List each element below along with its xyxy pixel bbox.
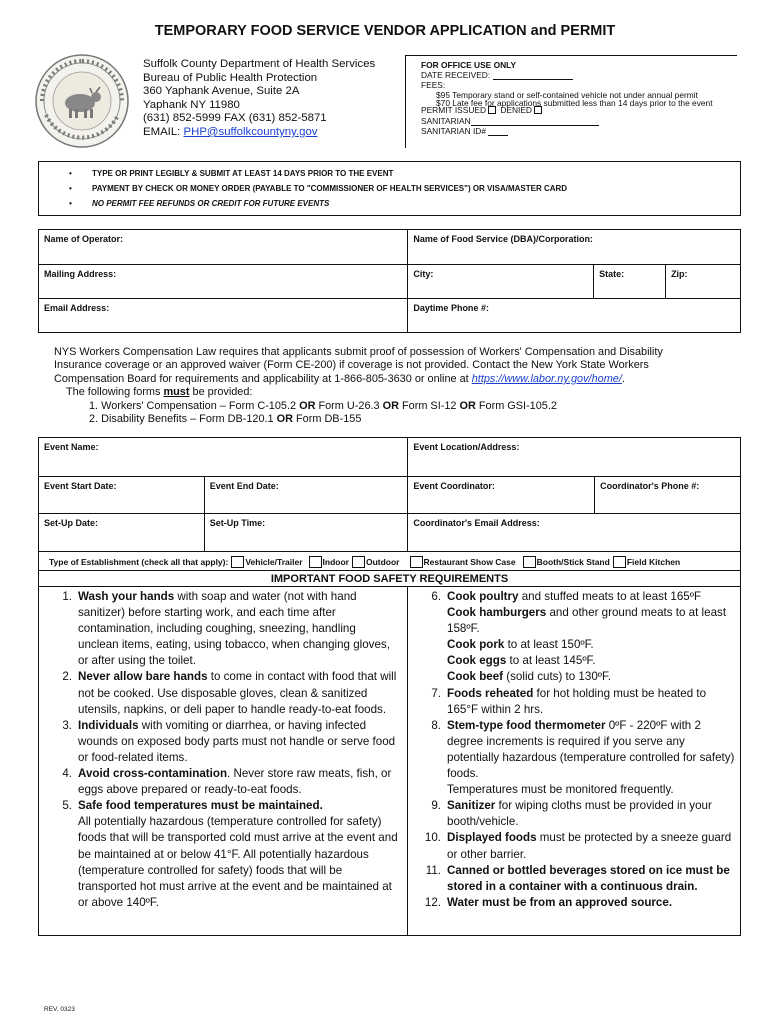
bullet-icon: • <box>69 169 72 178</box>
county-seal-icon <box>34 53 130 149</box>
coordinator-email-field[interactable]: Coordinator's Email Address: <box>408 514 741 552</box>
office-use-box <box>405 55 737 148</box>
establishment-type-row: Type of Establishment (check all that apply): Vehicle/Trailer Indoor Outdoor Restaurant Show Case Booth/Stick Stand Field Kitchen <box>38 551 741 571</box>
establishment-type-label: Type of Establishment (check all that apply): <box>49 557 229 567</box>
setup-time-field[interactable]: Set-Up Time: <box>204 514 408 552</box>
field-kitchen-checkbox[interactable] <box>613 556 626 568</box>
event-name-field[interactable]: Event Name: <box>39 438 408 477</box>
sanitarian-row <box>421 116 737 126</box>
city-state-zip: Yaphank NY 11980 <box>143 98 240 111</box>
outdoor-checkbox[interactable] <box>352 556 365 568</box>
food-safety-heading: IMPORTANT FOOD SAFETY REQUIREMENTS <box>39 571 740 587</box>
restaurant-show-case-checkbox[interactable] <box>410 556 423 568</box>
bullet-icon: • <box>69 199 72 208</box>
workers-comp-forms: 1. Workers' Compensation – Form C-105.2 OR Form U-26.3 OR Form SI-12 OR Form GSI-105.2 <box>89 399 557 412</box>
safety-item: 5. Safe food temperatures must be maintained. All potentially hazardous (temperature controlled for safety) foods that will be transported cold must arrive at the event and be maintained at or below 41°F. All potentially hazardous (temperature controlled for safety) foods that will be transported hot must arrive at the event and be maintained at or above 140ºF. <box>62 799 398 909</box>
permit-issued-checkbox[interactable] <box>488 106 496 114</box>
indoor-checkbox[interactable] <box>309 556 322 568</box>
sanitarian-id-row <box>421 126 737 136</box>
form-title: TEMPORARY FOOD SERVICE VENDOR APPLICATION and PERMIT <box>154 23 616 39</box>
event-location-field[interactable]: Event Location/Address: <box>408 438 741 477</box>
safety-item: 2. Never allow bare hands to come in contact with food that will not be cooked. Use disposable gloves, clean & sanitized utensils, napkins, or deli paper to handle ready-to-eat foods. <box>62 670 397 716</box>
event-end-date-field[interactable]: Event End Date: <box>204 477 408 514</box>
safety-right-column <box>417 589 737 911</box>
setup-date-field[interactable]: Set-Up Date: <box>39 514 205 552</box>
safety-item: 1. Wash your hands with soap and water (not with hand sanitizer) before starting work, and each time after contamination, including coughing, sneezing, handling unclean items, eating, using tobacco, when changing gloves, or after using the toilet. <box>62 590 390 668</box>
workers-comp-notice: NYS Workers Compensation Law requires that applicants submit proof of possession of Workers' Compensation and Disability Insurance coverage or an approved waiver (Form CE-200) if coverage is not provided. Contact the New York State Workers Compensation Board for requirements and applicability at 1-866-805-3630 or online at https://www.labor.ny.gov/home/. The following forms must be provided: 1. Workers' Compensation – Form C-105.2 OR Form U-26.3 OR Form SI-12 OR Form GSI-105.2 2. Disability Benefits – Form DB-120.1 OR Form DB-155 <box>54 346 714 426</box>
denied-label: DENIED <box>500 105 532 116</box>
labor-url-link[interactable]: https://www.labor.ny.gov/home/ <box>471 372 622 385</box>
coordinator-phone-field[interactable]: Coordinator's Phone #: <box>595 477 741 514</box>
safety-item: 11. Canned or bottled beverages stored on ice must be stored in a container with a continuous drain. <box>425 863 730 893</box>
email-line <box>143 126 375 140</box>
sanitarian-id-label: SANITARIAN ID# <box>421 125 486 136</box>
dba-field[interactable]: Name of Food Service (DBA)/Corporation: <box>408 230 741 265</box>
safety-item: 4. Avoid cross-contamination. Never store raw meats, fish, or eggs above prepared or ready-to-eat foods. <box>62 767 392 797</box>
phone-fax: (631) 852-5999 FAX (631) 852-5871 <box>143 112 327 125</box>
instruction-item: • TYPE OR PRINT LEGIBLY & SUBMIT AT LEAST 14 DAYS PRIOR TO THE EVENT <box>69 169 394 178</box>
permit-issued-label: PERMIT ISSUED <box>421 105 486 116</box>
event-table <box>38 437 741 552</box>
city-field[interactable]: City: <box>408 265 594 299</box>
bureau-name: Bureau of Public Health Protection <box>143 71 318 84</box>
fees-label: FEES: <box>421 80 446 91</box>
date-received-row <box>421 70 737 80</box>
state-field[interactable]: State: <box>594 265 666 299</box>
street-address: 360 Yaphank Avenue, Suite 2A <box>143 85 300 98</box>
office-use-heading: FOR OFFICE USE ONLY <box>421 60 517 70</box>
booth-stick-stand-checkbox[interactable] <box>523 556 536 568</box>
safety-item: 8. Stem-type food thermometer 0ºF - 220ºF with 2 degree increments is required if you serve any potentially hazardous (temperature controlled for safety) foods. Temperatures must be monitored frequently. <box>431 718 735 797</box>
column-divider <box>407 587 408 935</box>
mailing-address-field[interactable]: Mailing Address: <box>39 265 408 299</box>
bullet-icon: • <box>69 184 72 193</box>
email-label: EMAIL: <box>143 125 184 138</box>
safety-item: 6. Cook poultry and stuffed meats to at least 165ºF Cook hamburgers and other ground meats to at least 158ºF. Cook pork to at least 150ºF. Cook eggs to at least 145ºF. Cook beef (solid cuts) to 130ºF. <box>431 590 727 684</box>
safety-item: 12. Water must be from an approved source. <box>424 895 673 909</box>
operator-table <box>38 229 741 333</box>
event-start-date-field[interactable]: Event Start Date: <box>39 477 205 514</box>
safety-item: 9. Sanitizer for wiping cloths must be provided in your booth/vehicle. <box>431 799 712 829</box>
agency-name: Suffolk County Department of Health Services <box>143 58 376 70</box>
revision-label: REV. 0323 <box>44 1006 75 1013</box>
safety-item: 7. Foods reheated for hot holding must be heated to 165°F within 2 hrs. <box>431 686 707 716</box>
instruction-item: • NO PERMIT FEE REFUNDS OR CREDIT FOR FUTURE EVENTS <box>69 199 330 208</box>
fee-temporary-stand: $95 Temporary stand or self-contained vehicle not under annual permit <box>436 90 698 101</box>
email-address-field[interactable]: Email Address: <box>39 299 408 333</box>
event-coordinator-field[interactable]: Event Coordinator: <box>408 477 595 514</box>
date-received-label: DATE RECEIVED: <box>421 70 491 81</box>
date-received-field[interactable] <box>493 79 573 80</box>
safety-left-column <box>48 589 398 911</box>
instructions-box <box>38 161 741 216</box>
daytime-phone-field[interactable]: Daytime Phone #: <box>408 299 741 333</box>
denied-checkbox[interactable] <box>534 106 542 114</box>
vehicle-trailer-checkbox[interactable] <box>231 556 244 568</box>
email-link[interactable]: PHP@suffolkcountyny.gov <box>183 125 318 138</box>
operator-name-field[interactable]: Name of Operator: <box>39 230 408 265</box>
safety-item: 10. Displayed foods must be protected by a sneeze guard or other barrier. <box>424 831 732 861</box>
zip-field[interactable]: Zip: <box>666 265 741 299</box>
fee-late: $70 Late fee for applications submitted less than 14 days prior to the event <box>436 98 713 109</box>
instruction-item: • PAYMENT BY CHECK OR MONEY ORDER (PAYABLE TO "COMMISSIONER OF HEALTH SERVICES") OR VISA/MASTER CARD <box>69 184 568 193</box>
safety-item: 3. Individuals with vomiting or diarrhea, or having infected wounds on exposed body parts must not handle or serve food or food-related items. <box>62 718 396 764</box>
agency-address-block <box>143 58 375 140</box>
disability-forms: 2. Disability Benefits – Form DB-120.1 OR Form DB-155 <box>89 413 362 426</box>
sanitarian-id-field[interactable] <box>488 135 508 136</box>
sanitarian-label: SANITARIAN <box>421 115 471 126</box>
food-safety-section <box>38 571 741 936</box>
